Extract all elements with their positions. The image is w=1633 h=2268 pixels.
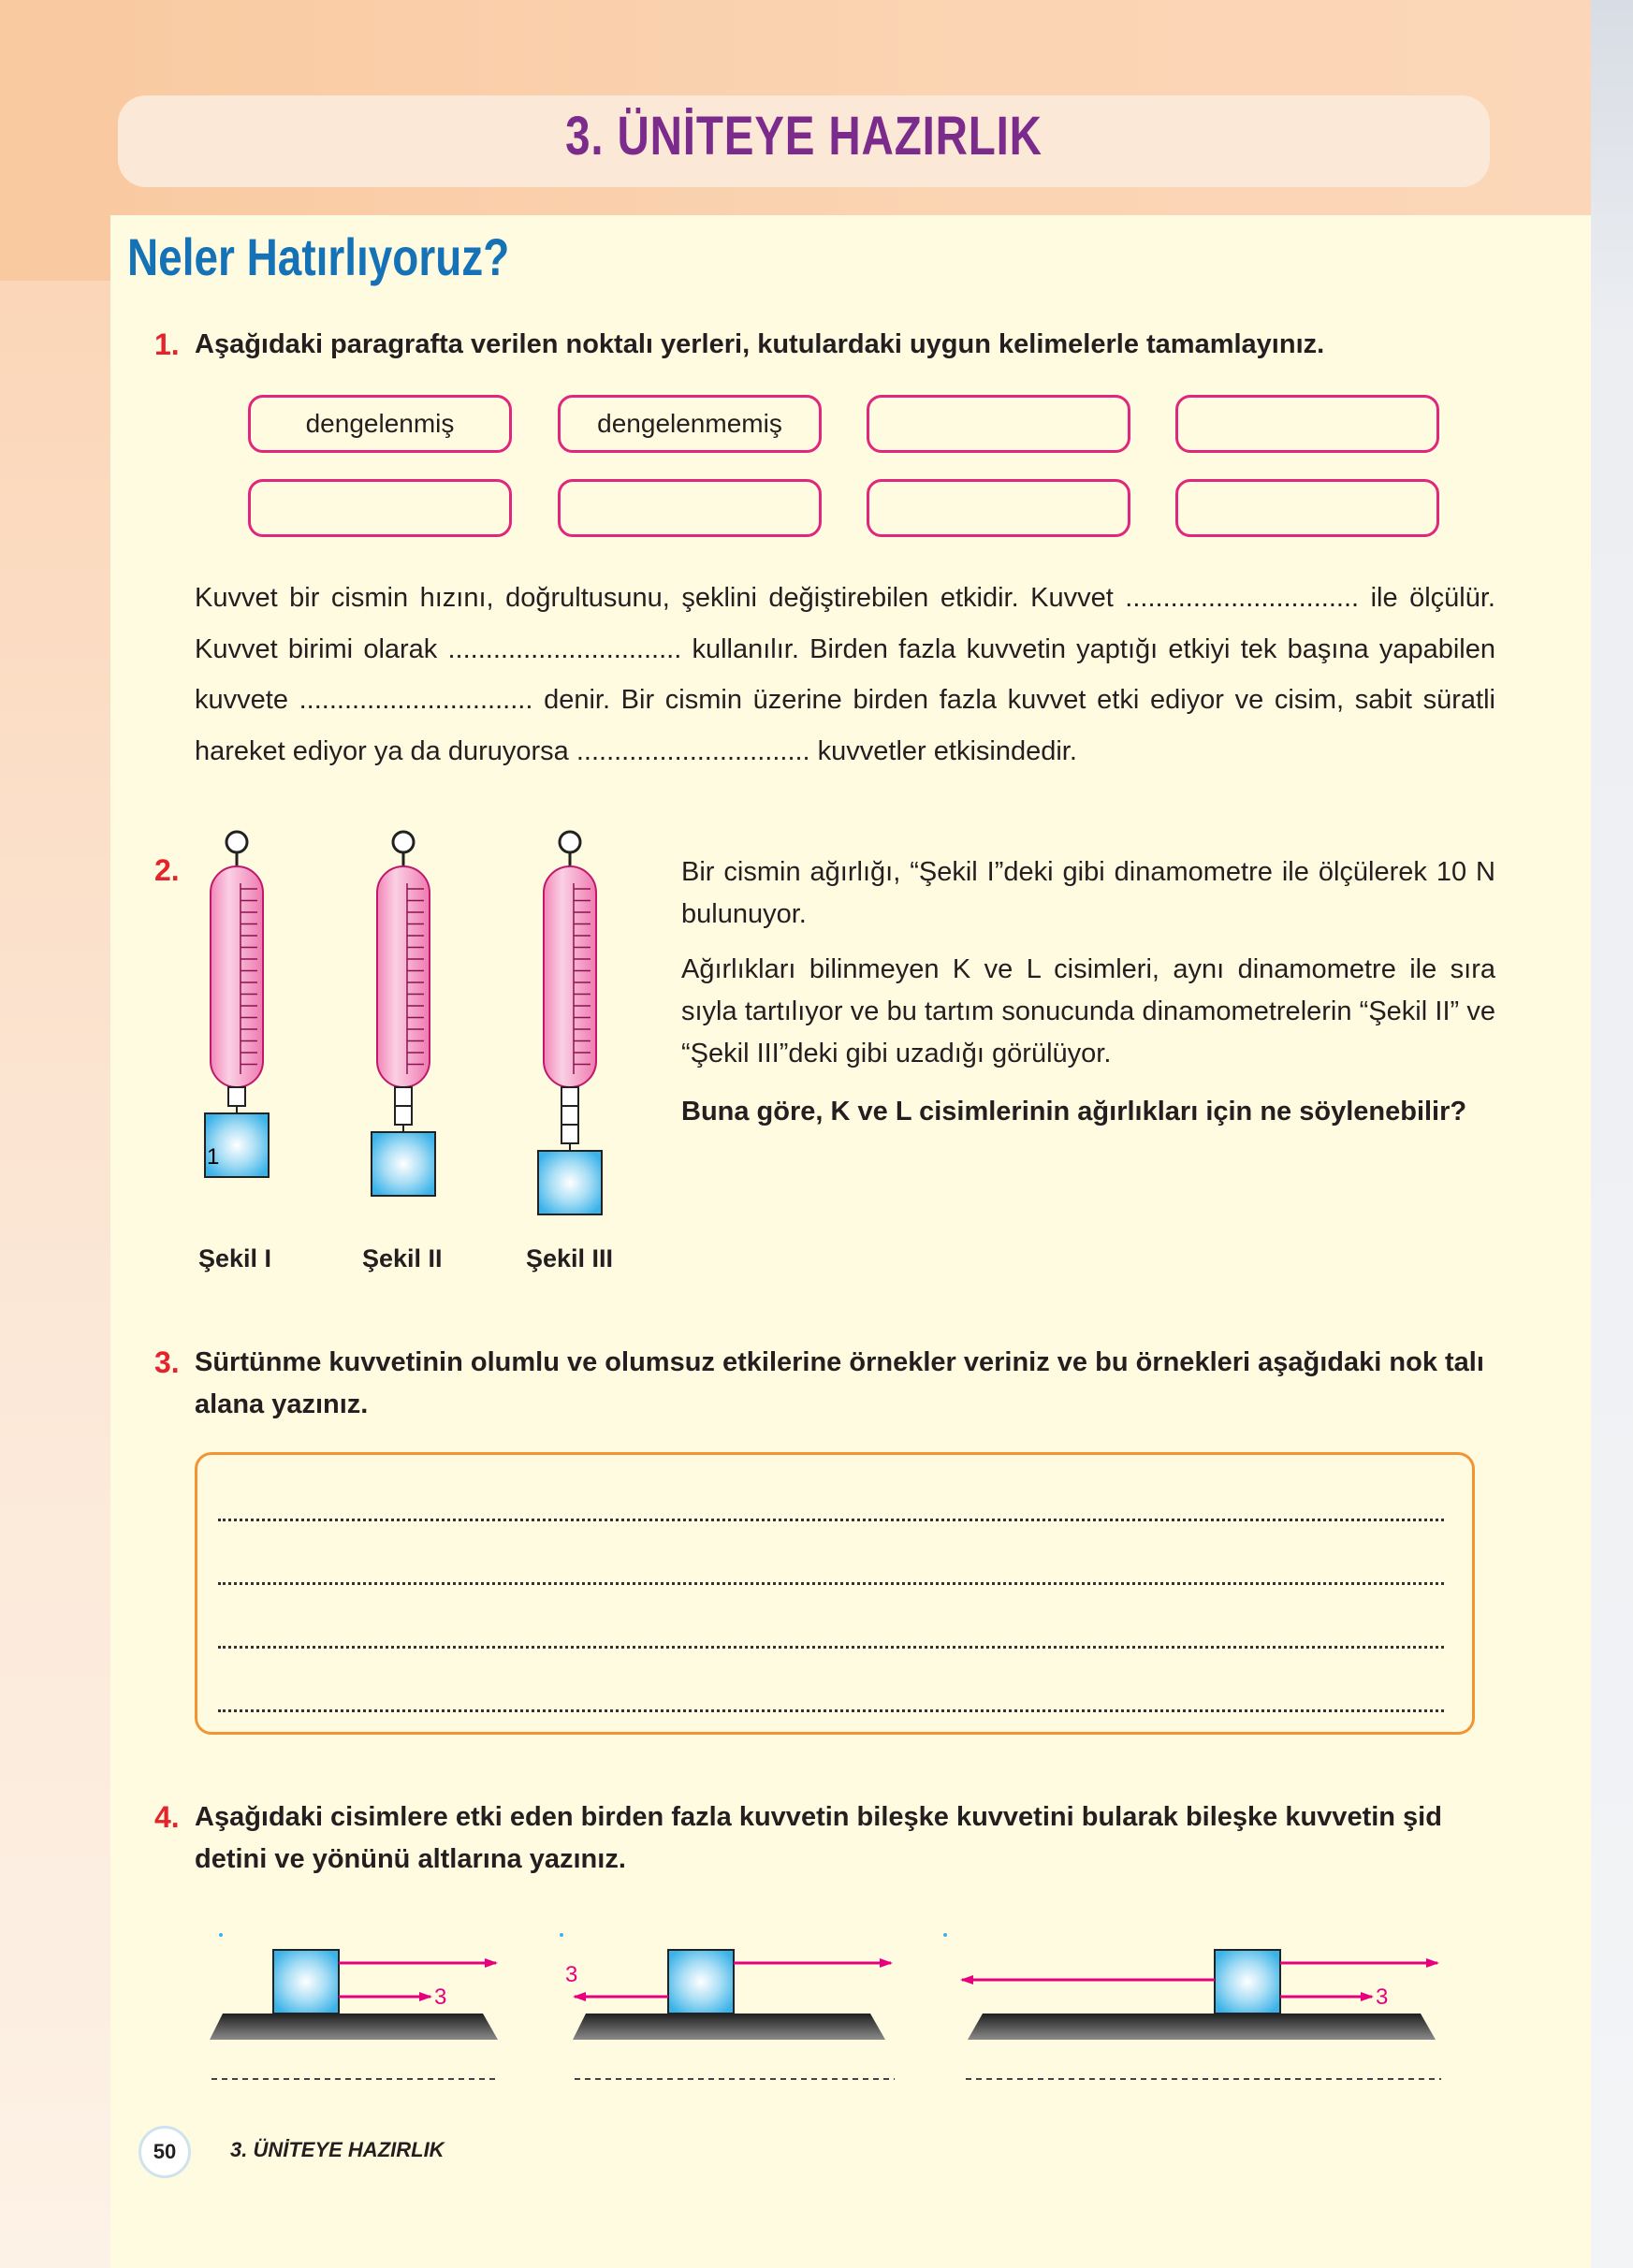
ground-surface: [210, 2014, 498, 2040]
force-label: 3: [434, 1985, 447, 2010]
question-2-text-1: Bir cismin ağırlığı, “Şekil I”deki gibi dinamometre ile ölçülerek 10 N bulunuyor.: [681, 857, 1495, 929]
block: [1215, 1950, 1280, 2014]
fill-in-paragraph: Kuvvet bir cismin hızını, doğrultusunu, şeklini değiştirebilen etkidir. Kuvvet ............................... ile ölçülür. Kuvvet birimi olarak ............................... kullanılır. Birden fazla kuvvetin yaptığı etkiyi tek başına yapabilen kuvvete ............................... denir. Bir cismin üzerine birden fazla kuvvet etki ediyor ve cisim, sabit süratli hareket ediyor ya da duruyorsa ............................... kuvvetler etkisindedir.: [195, 583, 1495, 766]
block: [668, 1950, 734, 2014]
force-diagram-1: [210, 1933, 500, 2079]
marker-dot: [219, 1933, 223, 1937]
question-1-number: 1.: [154, 327, 180, 361]
question-1-prompt: Aşağıdaki paragrafta verilen noktalı yerleri, kutulardaki uygun kelimelerle tamamlayınız.: [195, 329, 1325, 359]
page-title: 3. ÜNİTEYE HAZIRLIK: [565, 106, 1042, 167]
force-diagram-3: [943, 1933, 1441, 2079]
word-box-1[interactable]: dengelenmiş: [248, 395, 512, 453]
question-2-number: 2.: [154, 853, 180, 887]
caption-figure-3: Şekil III: [526, 1244, 614, 1272]
caption-figure-1: Şekil I: [198, 1244, 272, 1272]
word-box-2[interactable]: dengelenmemiş: [558, 395, 822, 453]
page-number: 50: [139, 2126, 191, 2178]
running-title: 3. ÜNİTEYE HAZIRLIK: [230, 2138, 445, 2161]
question-4-prompt: Aşağıdaki cisimlere etki eden birden fazla kuvvetin bileşke kuvvetini bularak bileşke kuvvetin şid detini ve yönünü altlarına yazınız.: [195, 1802, 1442, 1874]
question-4-number: 4.: [154, 1800, 180, 1834]
force-diagram-2: [560, 1933, 895, 2079]
block: [273, 1950, 339, 2014]
question-3-prompt: Sürtünme kuvvetinin olumlu ve olumsuz etkilerine örnekler veriniz ve bu örnekleri aşağıdaki nok talı alana yazınız.: [195, 1347, 1484, 1419]
question-2-text-2: Ağırlıkları bilinmeyen K ve L cisimleri, aynı dinamometre ile sıra sıyla tartılıyor ve bu tartım sonucunda dinamometrelerin “Şekil II” ve “Şekil III”deki gibi uzadığı görülüyor.: [681, 954, 1495, 1069]
marker-dot: [943, 1933, 947, 1937]
question-3-number: 3.: [154, 1345, 180, 1379]
marker-dot: [560, 1933, 563, 1937]
section-title: Neler Hatırlıyoruz?: [127, 227, 510, 286]
force-label: 3: [1376, 1985, 1389, 2010]
question-2-question: Buna göre, K ve L cisimlerinin ağırlıkları için ne söylenebilir?: [681, 1097, 1467, 1127]
block-label-1: 1: [207, 1144, 220, 1170]
ground-surface: [968, 2014, 1436, 2040]
caption-figure-2: Şekil II: [362, 1244, 443, 1272]
ground-surface: [573, 2014, 885, 2040]
force-label: 3: [565, 1962, 578, 1987]
